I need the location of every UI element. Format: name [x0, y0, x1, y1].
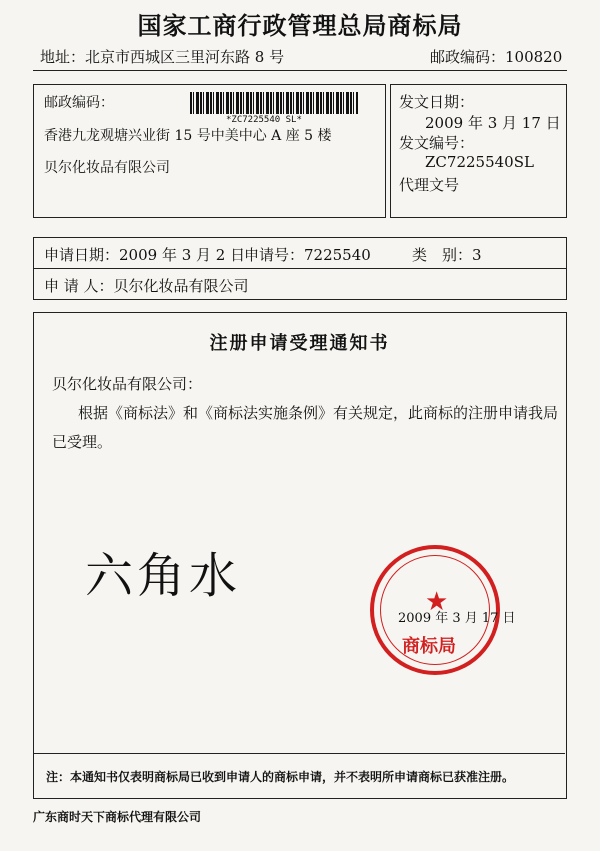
dispatch-number-value: ZC7225540SL: [425, 153, 534, 171]
application-info-row: [33, 237, 567, 269]
agency-title: 国家工商行政管理总局商标局: [137, 11, 463, 40]
notice-title: 注册申请受理通知书: [209, 333, 390, 354]
notice-footer-divider: [34, 753, 565, 754]
barcode-text: *ZC7225540 SL*: [226, 115, 302, 125]
notice-body-line1: 根据《商标法》和《商标法实施条例》有关规定，此商标的注册申请我局: [78, 404, 559, 422]
recipient-company: 贝尔化妆品有限公司: [44, 160, 170, 176]
notice-body-line2: 已受理。: [52, 433, 113, 451]
trademark-name: 六角水: [85, 548, 242, 604]
agency-address: 地址：北京市西城区三里河东路 8 号: [40, 48, 285, 66]
application-date: 申请日期：2009 年 3 月 2 日: [44, 246, 246, 264]
header-divider: [33, 70, 567, 71]
dispatch-date-value: 2009 年 3 月 17 日: [425, 114, 561, 132]
recipient-postal-label: 邮政编码：: [44, 95, 114, 111]
agent-company: 广东商时天下商标代理有限公司: [33, 810, 202, 824]
notice-salutation: 贝尔化妆品有限公司：: [52, 375, 203, 393]
application-category: 类 别：3: [412, 246, 482, 264]
agency-postal-code: 邮政编码：100820: [430, 48, 563, 66]
barcode: [190, 92, 358, 114]
applicant-row: [33, 268, 567, 300]
dispatch-date-label: 发文日期：: [399, 93, 475, 111]
dispatch-number-label: 发文编号：: [399, 134, 475, 152]
applicant-name: 申 请 人：贝尔化妆品有限公司: [44, 277, 249, 295]
stamp-date: 2009 年 3 月 17 日: [398, 611, 516, 626]
recipient-address: 香港九龙观塘兴业街 15 号中美中心 A 座 5 楼: [44, 128, 332, 144]
dispatch-info-box: [390, 84, 567, 218]
notice-disclaimer: 注：本通知书仅表明商标局已收到申请人的商标申请，并不表明所申请商标已获准注册。: [46, 770, 515, 784]
agent-ref-label: 代理文号: [399, 176, 460, 194]
application-number: 申请号：7225540: [244, 246, 371, 264]
seal-name: 商标局: [402, 636, 456, 657]
seal-star-icon: ★: [425, 587, 449, 617]
